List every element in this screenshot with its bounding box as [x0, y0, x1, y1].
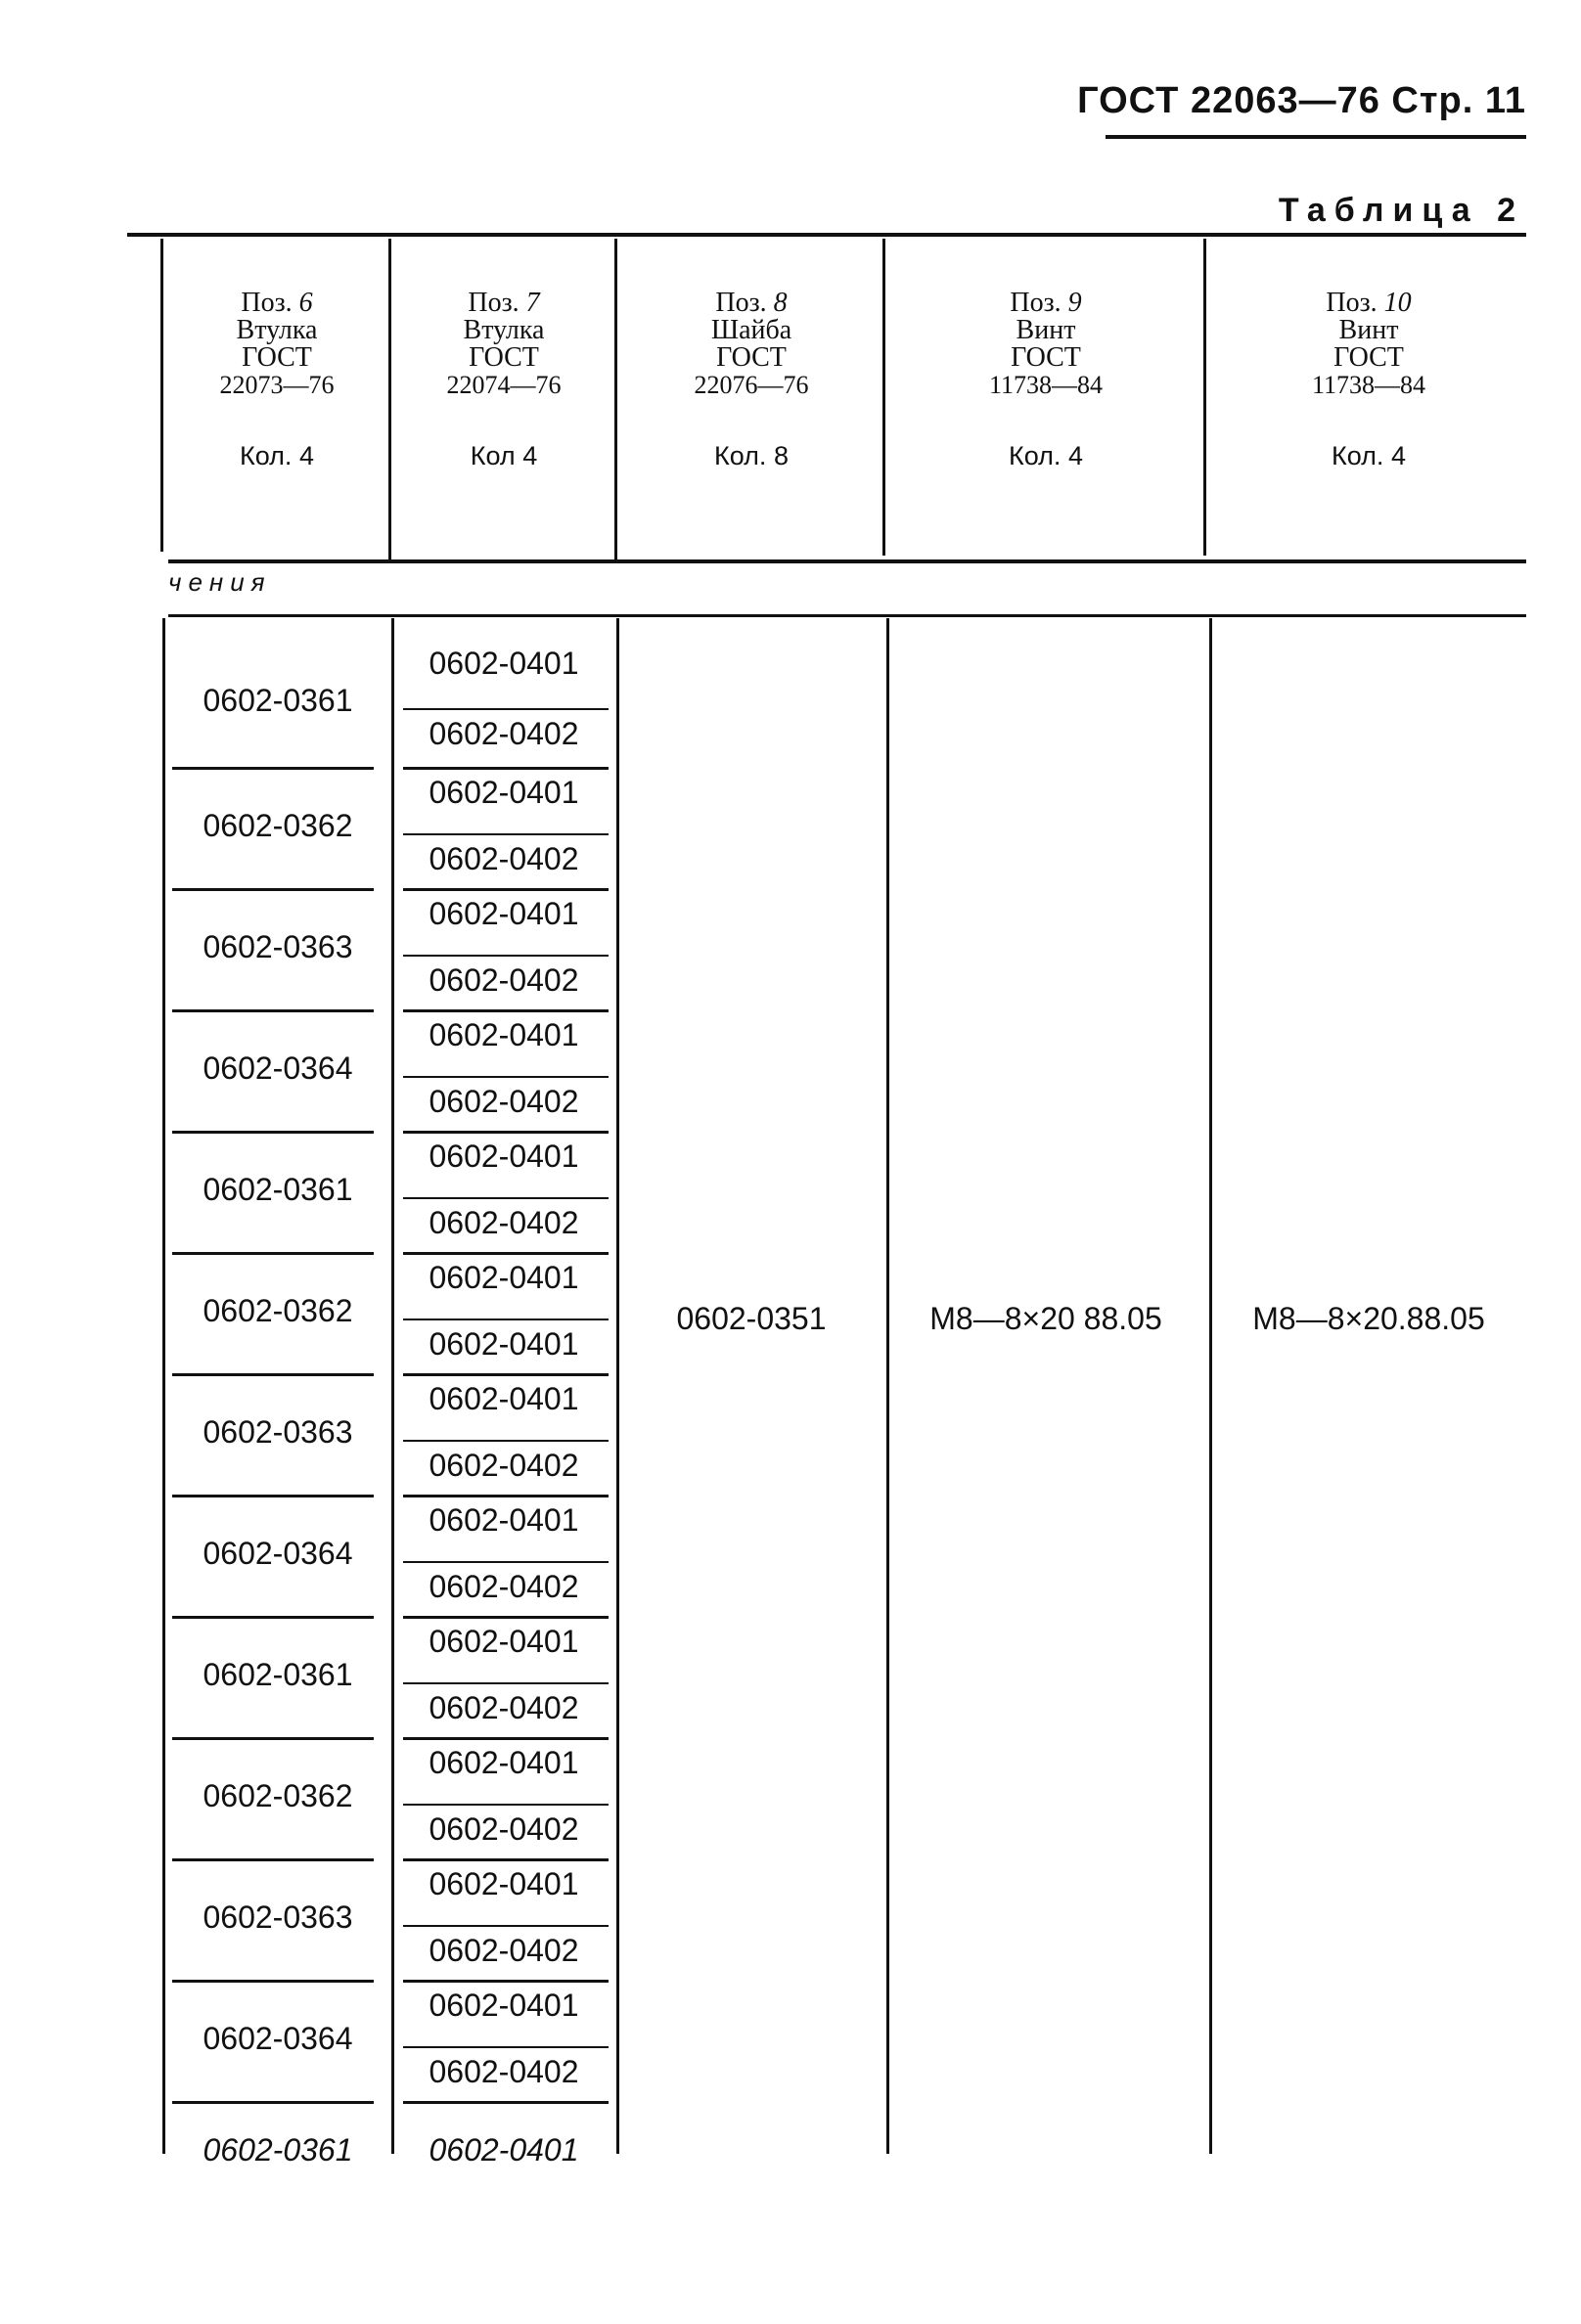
- row-10-col6: 0602-0362: [203, 1778, 353, 1813]
- row-8-col6: 0602-0364: [203, 1536, 353, 1571]
- column-header-8: Поз. 8 Шайба ГОСТ 22076—76 Кол. 8: [694, 288, 809, 470]
- row-6-col7-b: 0602-0401: [429, 1326, 579, 1362]
- col-rule-4-header: [1203, 239, 1206, 556]
- merged-cell-col8: 0602-0351: [676, 1301, 827, 1336]
- row-11-col7-a: 0602-0401: [429, 1866, 579, 1901]
- row-2-col7-divider: [403, 833, 609, 835]
- row-12-col7-divider: [403, 2046, 609, 2048]
- row-3-col7-divider: [403, 955, 609, 957]
- row-12-col6-divider: [172, 2101, 374, 2104]
- row-2-col7-a: 0602-0401: [429, 775, 579, 810]
- row-11-col6: 0602-0363: [203, 1899, 353, 1935]
- table-title: Таблица 2: [1278, 192, 1524, 229]
- row-2-col7-b: 0602-0402: [429, 841, 579, 876]
- row-3-col6-divider: [172, 1009, 374, 1012]
- row-9-col7-a: 0602-0401: [429, 1624, 579, 1659]
- row-6-col7-a: 0602-0401: [429, 1260, 579, 1295]
- row-4-col7-a: 0602-0401: [429, 1017, 579, 1052]
- row-8-col7-bottom: [403, 1616, 609, 1619]
- row-9-col6-divider: [172, 1737, 374, 1740]
- row-5-col6: 0602-0361: [203, 1172, 353, 1207]
- row-2-col6-divider: [172, 888, 374, 891]
- header-bottom-border: [168, 559, 1526, 563]
- row-9-col7-bottom: [403, 1737, 609, 1740]
- section-label: чения: [168, 567, 272, 597]
- row-11-col7-b: 0602-0402: [429, 1933, 579, 1968]
- row-7-col7-bottom: [403, 1495, 609, 1497]
- col-rule-4-body: [1209, 618, 1212, 2154]
- row-12-col7-a: 0602-0401: [429, 1988, 579, 2023]
- table-top-border: [127, 233, 1526, 237]
- row-6-col6-divider: [172, 1373, 374, 1376]
- row-10-col6-divider: [172, 1858, 374, 1861]
- row-5-col6-divider: [172, 1252, 374, 1255]
- col-rule-0-body: [162, 618, 165, 2154]
- row-7-col7-b: 0602-0402: [429, 1448, 579, 1483]
- row-7-col6: 0602-0363: [203, 1414, 353, 1450]
- col-rule-3-header: [882, 239, 885, 556]
- row-11-col7-divider: [403, 1925, 609, 1927]
- col-rule-2-header: [614, 239, 617, 559]
- row-1-col7-b: 0602-0402: [429, 716, 579, 751]
- row-1-col6-divider: [172, 767, 374, 770]
- row-12-col7-bottom: [403, 2101, 609, 2104]
- row-5-col7-bottom: [403, 1252, 609, 1255]
- section-bottom-border: [168, 614, 1526, 617]
- header-underline: [1106, 135, 1526, 139]
- row-8-col7-a: 0602-0401: [429, 1502, 579, 1538]
- col-rule-2-body: [616, 618, 619, 2154]
- row-3-col6: 0602-0363: [203, 929, 353, 964]
- row-9-col6: 0602-0361: [203, 1657, 353, 1692]
- col-rule-1-body: [391, 618, 394, 2154]
- col-rule-0-header: [160, 239, 163, 552]
- column-header-10: Поз. 10 Винт ГОСТ 11738—84 Кол. 4: [1311, 288, 1426, 470]
- row-12-col7-b: 0602-0402: [429, 2054, 579, 2089]
- row-11-col6-divider: [172, 1980, 374, 1983]
- merged-cell-col9: M8—8×20 88.05: [929, 1301, 1162, 1336]
- col-rule-1-header: [388, 239, 391, 559]
- row-6-col7-divider: [403, 1318, 609, 1320]
- row-4-col6-divider: [172, 1131, 374, 1134]
- row-3-col7-bottom: [403, 1009, 609, 1012]
- row-10-col7-b: 0602-0402: [429, 1811, 579, 1847]
- merged-cell-col10: M8—8×20.88.05: [1252, 1301, 1485, 1336]
- row-12-col6: 0602-0364: [203, 2021, 353, 2056]
- column-header-9: Поз. 9 Винт ГОСТ 11738—84 Кол. 4: [988, 288, 1104, 470]
- row-2-col6: 0602-0362: [203, 808, 353, 843]
- row-8-col7-divider: [403, 1561, 609, 1563]
- row-10-col7-divider: [403, 1804, 609, 1806]
- last-row-col6: 0602-0361: [203, 2132, 353, 2168]
- row-9-col7-b: 0602-0402: [429, 1690, 579, 1725]
- page-header: ГОСТ 22063—76 Стр. 11: [1077, 80, 1526, 121]
- col-rule-3-body: [886, 618, 889, 2154]
- row-8-col6-divider: [172, 1616, 374, 1619]
- row-3-col7-b: 0602-0402: [429, 962, 579, 998]
- row-7-col7-divider: [403, 1440, 609, 1442]
- last-row-col7: 0602-0401: [429, 2132, 579, 2168]
- row-3-col7-a: 0602-0401: [429, 896, 579, 931]
- row-6-col7-bottom: [403, 1373, 609, 1376]
- row-1-col7-bottom: [403, 767, 609, 770]
- row-4-col6: 0602-0364: [203, 1050, 353, 1086]
- row-4-col7-bottom: [403, 1131, 609, 1134]
- row-4-col7-divider: [403, 1076, 609, 1078]
- row-2-col7-bottom: [403, 888, 609, 891]
- row-10-col7-bottom: [403, 1858, 609, 1861]
- row-11-col7-bottom: [403, 1980, 609, 1983]
- row-1-col7-divider: [403, 708, 609, 710]
- row-5-col7-divider: [403, 1197, 609, 1199]
- row-1-col7-a: 0602-0401: [429, 646, 579, 681]
- row-1-col6: 0602-0361: [203, 683, 353, 718]
- row-7-col6-divider: [172, 1495, 374, 1497]
- row-4-col7-b: 0602-0402: [429, 1084, 579, 1119]
- column-header-6: Поз. 6 Втулка ГОСТ 22073—76 Кол. 4: [219, 288, 335, 470]
- row-8-col7-b: 0602-0402: [429, 1569, 579, 1604]
- column-header-7: Поз. 7 Втулка ГОСТ 22074—76 Кол 4: [446, 288, 562, 470]
- row-6-col6: 0602-0362: [203, 1293, 353, 1328]
- row-10-col7-a: 0602-0401: [429, 1745, 579, 1780]
- row-5-col7-b: 0602-0402: [429, 1205, 579, 1240]
- row-7-col7-a: 0602-0401: [429, 1381, 579, 1416]
- row-5-col7-a: 0602-0401: [429, 1139, 579, 1174]
- row-9-col7-divider: [403, 1682, 609, 1684]
